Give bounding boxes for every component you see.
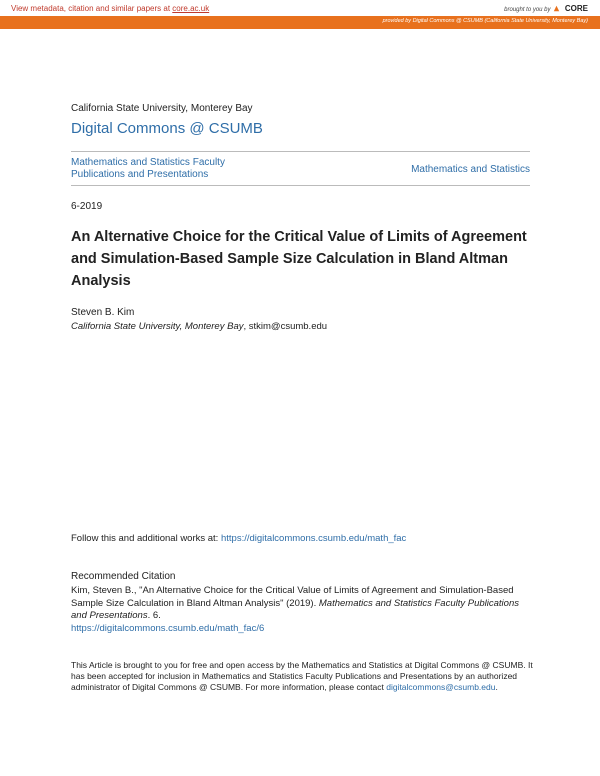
- brought-to-you-by[interactable]: [504, 4, 588, 13]
- author-email: , stkim@csumb.edu: [243, 321, 328, 332]
- author-name: Steven B. Kim: [71, 307, 135, 318]
- discipline-link[interactable]: Mathematics and Statistics: [411, 164, 530, 175]
- publication-date: 6-2019: [71, 201, 103, 212]
- follow-link[interactable]: https://digitalcommons.csumb.edu/math_fac: [220, 533, 407, 544]
- notice-end: .: [495, 682, 498, 692]
- core-top-bar: [0, 0, 600, 30]
- follow-text: Follow this and additional works at:: [71, 533, 221, 544]
- series-link[interactable]: [71, 157, 291, 181]
- contact-email-link[interactable]: digitalcommons@csumb.edu: [386, 682, 496, 692]
- citation-link[interactable]: https://digitalcommons.csumb.edu/math_fac/6: [71, 622, 265, 634]
- author-affiliation: [71, 321, 327, 332]
- recommended-citation: [71, 585, 533, 635]
- citation-number: . 6.: [147, 610, 161, 621]
- notice-text: This Article is brought to you for free and open access by the Mathematics and Statistics at Digital Commons @ CSUMB. It has been accepted for inclusion in Mathematics and Statistics Faculty Publications and Presentations by an authorized administrator of Digital Commons @ CSUMB. For more information, please contact: [71, 660, 533, 692]
- paper-title: An Alternative Choice for the Critical Value of Limits of Agreement and Simulation-Based Sample Size Calculation in Bland Altman Analysis: [71, 229, 527, 289]
- provided-by-text[interactable]: provided by Digital Commons @ CSUMB (California State University, Monterey Bay): [382, 18, 588, 24]
- series-line-1: Mathematics and Statistics Faculty: [71, 157, 225, 168]
- follow-works: [71, 533, 406, 544]
- core-logo-icon: [552, 4, 561, 13]
- divider-top: [71, 151, 530, 152]
- core-metadata-link[interactable]: [11, 4, 209, 13]
- core-view-text: View metadata, citation and similar papers at: [11, 4, 173, 13]
- access-notice: [71, 660, 533, 693]
- series-line-2: Publications and Presentations: [71, 169, 209, 180]
- recommended-citation-heading: Recommended Citation: [71, 571, 176, 582]
- affiliation-name: California State University, Monterey Bay: [71, 321, 244, 332]
- citation-journal: Mathematics and Statistics Faculty Publications and Presentations: [71, 597, 519, 621]
- institution-name: California State University, Monterey Bay: [71, 103, 253, 114]
- brought-text: brought to you by: [504, 7, 551, 13]
- core-logo-text: CORE: [564, 4, 588, 13]
- divider-bottom: [71, 185, 530, 186]
- repository-title[interactable]: Digital Commons @ CSUMB: [71, 120, 263, 137]
- citation-text: Kim, Steven B., "An Alternative Choice for the Critical Value of Limits of Agreement and Simulation-Based Sample Size Calculation in Bland Altman Analysis" (2019).: [71, 585, 514, 609]
- core-url-link[interactable]: core.ac.uk: [172, 4, 210, 13]
